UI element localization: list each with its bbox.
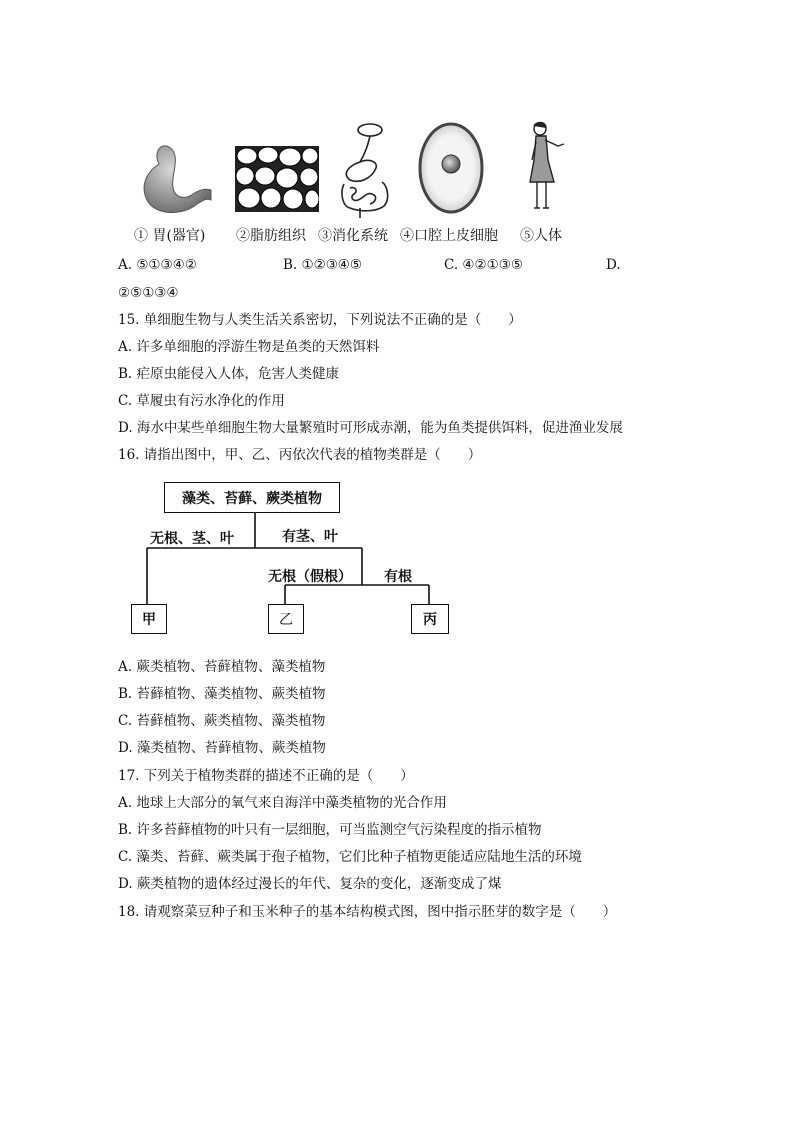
diagram-leaf-bing: 丙 [411,604,449,634]
q17-stem: 17. 下列关于植物类群的描述不正确的是（ ） [118,768,414,784]
diagram-leaf-yi: 乙 [268,604,304,634]
caption-fat-tissue: ②脂肪组织 [236,228,306,244]
diagram-root-box: 藻类、苔藓、蕨类植物 [164,482,340,513]
caption-stomach: ① 胃(器官) [134,228,206,244]
caption-digestive-system: ③消化系统 [318,228,388,244]
q14-option-c[interactable]: C. ④②①③⑤ [444,257,523,273]
caption-human-body: ⑤人体 [520,228,562,244]
diagram-sub-right-label: 有根 [384,569,412,585]
stomach-illustration [135,140,215,220]
q16-option-a[interactable]: A. 蕨类植物、苔藓植物、藻类植物 [118,659,326,675]
q18-stem: 18. 请观察菜豆种子和玉米种子的基本结构模式图，图中指示胚芽的数字是（ ） [118,904,617,920]
q14-option-d-continued: ②⑤①③④ [118,285,179,301]
q17-option-a[interactable]: A. 地球上大部分的氧气来自海洋中藻类植物的光合作用 [118,795,447,811]
q17-option-d[interactable]: D. 蕨类植物的遗体经过漫长的年代、复杂的变化，逐渐变成了煤 [118,876,502,892]
epithelial-cell-illustration [416,120,486,216]
q16-option-c[interactable]: C. 苔藓植物、蕨类植物、藻类植物 [118,713,326,729]
q14-option-a[interactable]: A. ⑤①③④② [118,257,197,273]
q14-option-b[interactable]: B. ①②③④⑤ [283,257,363,273]
q15-stem: 15. 单细胞生物与人类生活关系密切，下列说法不正确的是（ ） [118,312,522,328]
q17-option-b[interactable]: B. 许多苔藓植物的叶只有一层细胞，可当监测空气污染程度的指示植物 [118,822,542,838]
q14-option-d[interactable]: D. [606,257,621,273]
q15-option-b[interactable]: B. 疟原虫能侵入人体，危害人类健康 [118,366,340,382]
q17-option-c[interactable]: C. 藻类、苔藓、蕨类属于孢子植物，它们比种子植物更能适应陆地生活的环境 [118,849,582,865]
q16-option-b[interactable]: B. 苔藓植物、藻类植物、蕨类植物 [118,686,326,702]
q15-option-c[interactable]: C. 草履虫有污水净化的作用 [118,393,285,409]
q15-option-a[interactable]: A. 许多单细胞的浮游生物是鱼类的天然饵料 [118,339,380,355]
diagram-right-branch-label: 有茎、叶 [282,529,338,545]
q16-option-d[interactable]: D. 藻类植物、苔藓植物、蕨类植物 [118,740,326,756]
q16-stem: 16. 请指出图中，甲、乙、丙依次代表的植物类群是（ ） [118,447,482,463]
digestive-system-illustration [330,122,400,222]
caption-epithelial-cell: ④口腔上皮细胞 [400,228,498,244]
diagram-sub-left-label: 无根（假根） [268,569,352,585]
diagram-leaf-jia: 甲 [131,604,167,634]
human-body-illustration [524,120,568,216]
q15-option-d[interactable]: D. 海水中某些单细胞生物大量繁殖时可形成赤潮，能为鱼类提供饵料，促进渔业发展 [118,420,623,436]
fat-tissue-illustration [235,146,319,212]
diagram-left-branch-label: 无根、茎、叶 [150,531,234,547]
